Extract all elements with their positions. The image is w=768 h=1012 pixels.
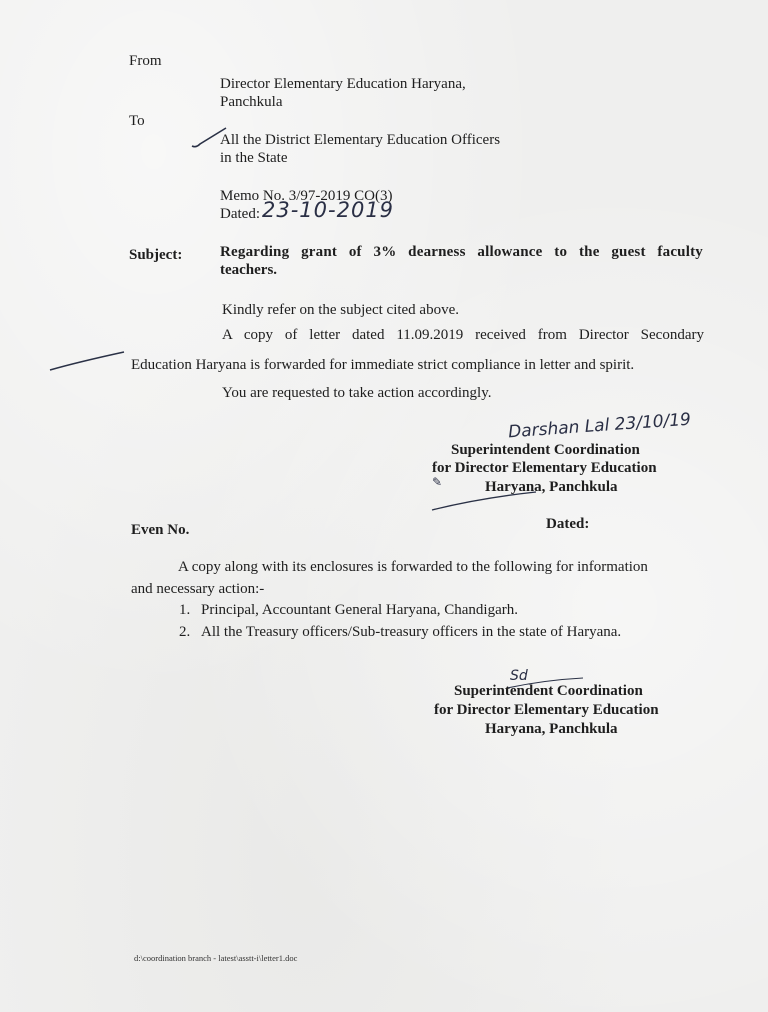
pen-stroke-mark (48, 350, 128, 374)
list-number: 2. (179, 624, 191, 640)
signatory-line-3: Haryana, Panchkula (485, 479, 618, 495)
from-line-1: Director Elementary Education Haryana, (220, 76, 466, 92)
handwritten-initials: ✎ (432, 475, 443, 489)
body-line-1: Kindly refer on the subject cited above. (222, 302, 459, 318)
endorsement-intro-2: and necessary action:- (131, 581, 265, 597)
endorsement-signatory-line-3: Haryana, Panchkula (485, 721, 618, 737)
handwritten-sd: Sd (510, 668, 528, 684)
list-number: 1. (179, 602, 191, 618)
handwritten-date: 23-10-2019 (262, 198, 395, 222)
to-label: To (129, 113, 145, 129)
even-no-label: Even No. (131, 522, 190, 538)
body-line-2: A copy of letter dated 11.09.2019 received from Director Secondary (222, 327, 704, 343)
signatory-line-2: for Director Elementary Education (432, 460, 657, 476)
handwritten-signature: Darshan Lal 23/10/19 (507, 409, 692, 443)
subject-line-2: teachers. (220, 262, 278, 278)
endorsement-signatory-line-2: for Director Elementary Education (434, 702, 659, 718)
memo-dated-label: Dated: (220, 206, 260, 222)
from-label: From (129, 53, 162, 69)
endorsement-signatory-line-1: Superintendent Coordination (454, 683, 643, 699)
memo-number: Memo No. 3/97-2019 CO(3) (220, 188, 393, 204)
footer-file-path: d:\coordination branch - latest\asstt-i\letter1.doc (134, 953, 298, 963)
recipient-text: All the Treasury officers/Sub-treasury officers in the state of Haryana. (201, 624, 622, 640)
to-line-1: All the District Elementary Education Officers (220, 132, 501, 148)
recipient-list-item (179, 623, 621, 642)
recipient-text: Principal, Accountant General Haryana, Chandigarh. (201, 602, 518, 618)
body-line-3: Education Haryana is forwarded for immediate strict compliance in letter and spirit. (131, 357, 635, 373)
endorsement-intro-1: A copy along with its enclosures is forwarded to the following for information (178, 559, 648, 575)
signatory-line-1: Superintendent Coordination (451, 442, 640, 458)
subject-label: Subject: (129, 247, 183, 263)
subject-line-1: Regarding grant of 3% dearness allowance to the guest faculty (220, 244, 703, 260)
from-line-2: Panchkula (220, 94, 283, 110)
body-line-4: You are requested to take action accordingly. (222, 385, 492, 401)
endorsement-dated-label: Dated: (546, 516, 590, 532)
recipient-list-item (179, 601, 518, 620)
signature-underline-stroke (430, 490, 540, 512)
to-line-2: in the State (220, 150, 288, 166)
